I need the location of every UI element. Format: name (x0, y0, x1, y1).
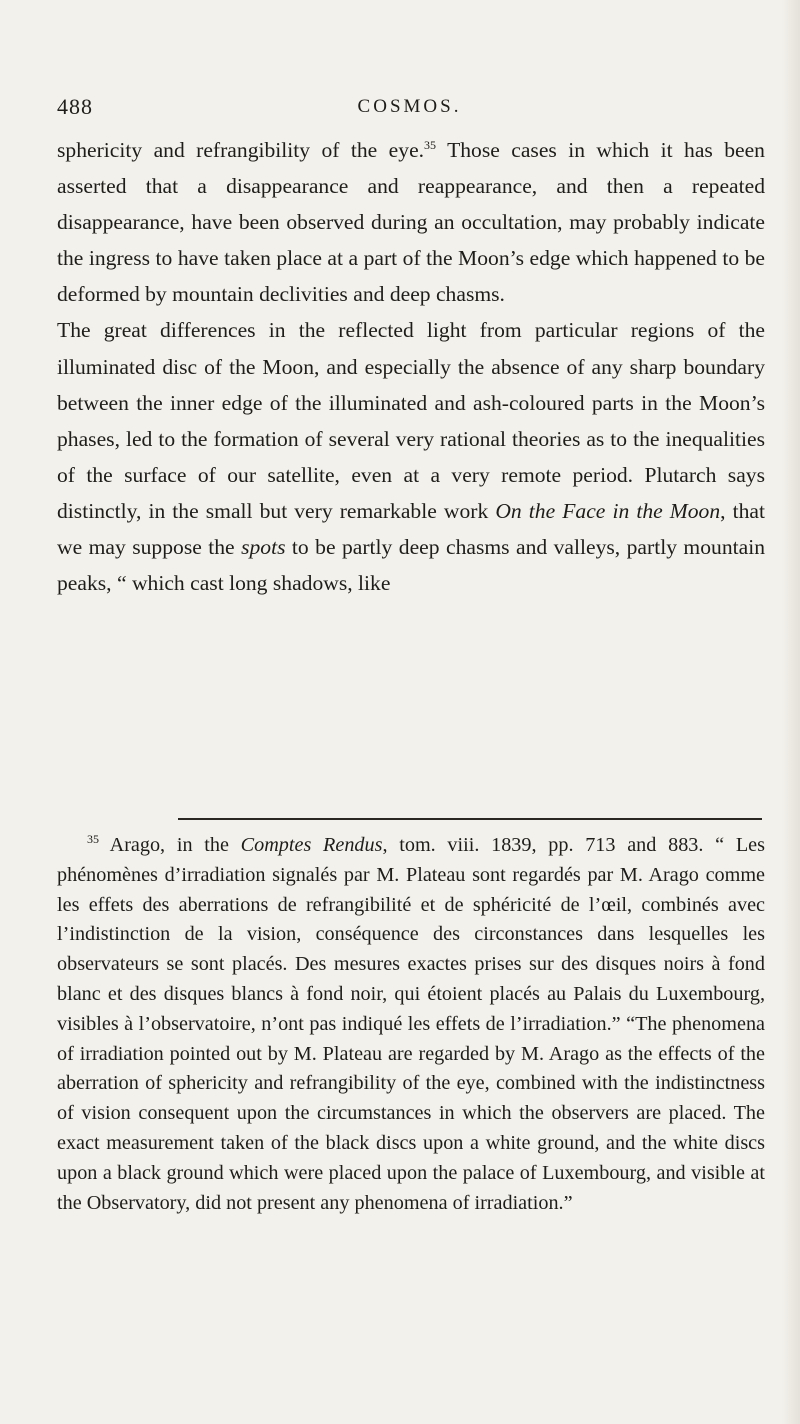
page-number: 488 (57, 94, 93, 119)
emphasis: spots (241, 535, 286, 560)
page-edge-shadow (782, 0, 800, 1424)
paragraph (57, 132, 765, 312)
footnote (57, 831, 765, 1218)
paragraph-text: The great differences in the reflected light from particular regions of the illuminated disc of the Moon, and especially the absence of any sharp boundary between the inner edge of the illuminated and ash-coloured parts in the Moon’s phases, led to the formation of several very rational theories as to the inequalities of the surface of our satellite, even at a very remote period. Plutarch says distinctly, in the small but very remarkable work (57, 318, 765, 523)
footnote-text: , tom. viii. 1839, pp. 713 and 883. “ Les phénomènes d’irradiation signalés par M. Plateau sont regardés par M. Arago comme les effets des aberrations de refrangibilité et de sphéricité de l’œil, combinés avec l’indistinction de la vision, conséquence des circonstances dans lesquelles les observateurs se sont placés. Des mesures exactes prises sur des disques noirs à fond blanc et des disques blancs à fond noir, qui étoient placés au Palais du Luxembourg, visibles à l’observatoire, n’ont pas indiqué les effets de l’irradiation.” “The phenomena of irradiation pointed out by M. Plateau are regarded by M. Arago as the effects of the aberration of sphericity and refrangibility of the eye, combined with the indistinctness of vision consequent upon the circumstances in which the observers are placed. The exact measurement taken of the black discs upon a white ground, and the white discs upon a black ground which were placed upon the palace of Luxembourg, and visible at the Observatory, did not present any phenomena of irradiation.” (57, 834, 765, 1214)
main-text (57, 132, 765, 601)
footnote-divider (178, 818, 762, 820)
paragraph-text: Those cases in which it has been asserted that a disappearance and reappearance, and then a repeated disappearance, have been observed during an occultation, may probably indicate the ingress to have taken place at a part of the Moon’s edge which happened to be deformed by mountain declivities and deep chasms. (57, 138, 765, 307)
footnote-paragraph (57, 831, 765, 1218)
work-title: On the Face in the Moon (495, 498, 721, 523)
paragraph-text: to be partly deep chasms and valleys, partly mountain peaks, “ which cast long shadows, like (57, 535, 765, 596)
footnote-number: 35 (87, 832, 99, 846)
journal-title: Comptes Rendus (240, 834, 383, 856)
footnote-ref: 35 (424, 138, 437, 152)
page-header (57, 94, 762, 124)
paragraph-text: sphericity and refrangibility of the eye. (57, 138, 425, 162)
paragraph-text: , that we may suppose the (57, 498, 766, 560)
running-head: COSMOS. (357, 96, 462, 117)
footnote-text: Arago, in the (99, 834, 241, 856)
paragraph (57, 312, 765, 601)
